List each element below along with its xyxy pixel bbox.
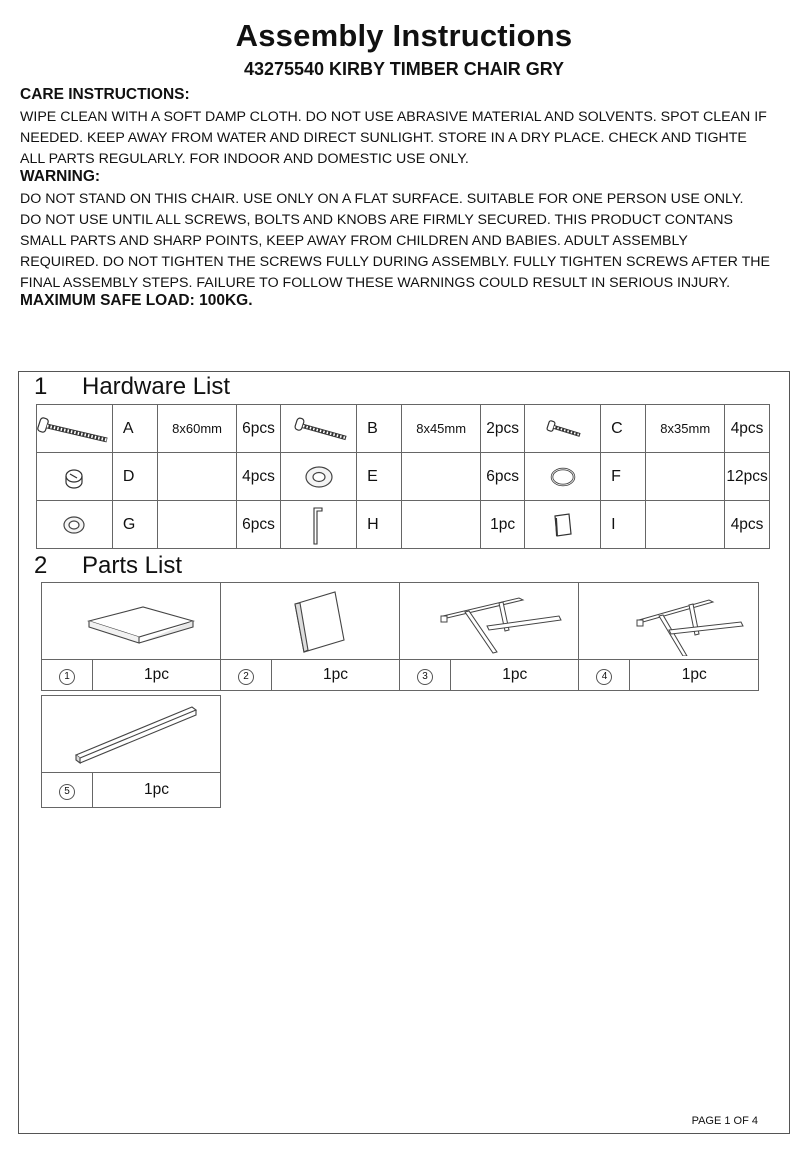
hardware-size xyxy=(646,501,725,549)
hardware-qty: 6pcs xyxy=(236,405,280,453)
hardware-size xyxy=(402,453,481,501)
parts-table xyxy=(41,582,759,691)
part-number: 3 xyxy=(399,660,450,691)
flat-washer-icon xyxy=(281,453,357,501)
warning-heading: WARNING: xyxy=(20,168,101,185)
hardware-size xyxy=(158,501,237,549)
part-number: 1 xyxy=(42,660,93,691)
part-qty: 1pc xyxy=(93,660,221,691)
hardware-letter: C xyxy=(601,405,646,453)
bolt-medium-icon xyxy=(281,405,357,453)
rail-bar-icon xyxy=(42,696,221,773)
hardware-qty: 2pcs xyxy=(481,405,525,453)
hardware-qty: 4pcs xyxy=(236,453,280,501)
hardware-size: 8x45mm xyxy=(402,405,481,453)
part-number: 4 xyxy=(579,660,630,691)
hardware-letter: H xyxy=(357,501,402,549)
table-row xyxy=(42,773,221,808)
table-row xyxy=(37,501,770,549)
hardware-qty: 12pcs xyxy=(725,453,770,501)
backrest-panel-icon xyxy=(220,583,399,660)
hardware-qty: 4pcs xyxy=(725,405,770,453)
table-row xyxy=(42,583,759,660)
care-text: WIPE CLEAN WITH A SOFT DAMP CLOTH. DO NOT USE ABRASIVE MATERIAL AND SOLVENTS. SPOT CLEAN IF NEEDED. KEEP AWAY FROM WATER AND DIRECT SUNLIGHT. STORE IN A DRY PLACE. CHECK AND TIGHTE ALL PARTS REGULARLY. FOR INDOOR AND DOMESTIC USE ONLY. xyxy=(20,109,767,167)
hardware-letter: I xyxy=(601,501,646,549)
hardware-qty: 1pc xyxy=(481,501,525,549)
table-row xyxy=(42,660,759,691)
part-number: 2 xyxy=(220,660,271,691)
hardware-size xyxy=(646,453,725,501)
part-qty: 1pc xyxy=(271,660,399,691)
care-heading: CARE INSTRUCTIONS: xyxy=(20,86,190,103)
product-title: 43275540 KIRBY TIMBER CHAIR GRY xyxy=(243,59,565,79)
allen-key-icon xyxy=(281,501,357,549)
table-row xyxy=(42,696,221,773)
hardware-letter: E xyxy=(357,453,402,501)
hardware-size xyxy=(158,453,237,501)
leg-frame-right-icon xyxy=(579,583,759,660)
parts-table-extra xyxy=(41,695,221,808)
page-number: PAGE 1 OF 4 xyxy=(691,1115,758,1127)
page-title: Assembly Instructions xyxy=(235,18,573,53)
hardware-qty: 6pcs xyxy=(236,501,280,549)
hardware-section-number: 1 xyxy=(34,373,48,400)
barrel-nut-icon xyxy=(37,453,113,501)
part-number: 5 xyxy=(42,773,93,808)
hardware-size: 8x60mm xyxy=(158,405,237,453)
hardware-size xyxy=(402,501,481,549)
parts-section-number: 2 xyxy=(34,552,48,579)
hardware-letter: A xyxy=(112,405,157,453)
bolt-long-icon xyxy=(37,405,113,453)
leg-frame-left-icon xyxy=(399,583,579,660)
part-qty: 1pc xyxy=(450,660,579,691)
hardware-letter: G xyxy=(112,501,157,549)
table-row xyxy=(37,405,770,453)
parts-section-title: Parts List xyxy=(82,552,183,579)
hardware-table xyxy=(36,404,770,549)
part-qty: 1pc xyxy=(630,660,759,691)
table-row xyxy=(37,453,770,501)
hardware-qty: 6pcs xyxy=(481,453,525,501)
hardware-section-title: Hardware List xyxy=(82,373,231,400)
hardware-qty: 4pcs xyxy=(725,501,770,549)
hardware-size: 8x35mm xyxy=(646,405,725,453)
hardware-letter: D xyxy=(112,453,157,501)
bolt-short-icon xyxy=(525,405,601,453)
square-pad-icon xyxy=(525,501,601,549)
round-washer-icon xyxy=(37,501,113,549)
max-load-text: MAXIMUM SAFE LOAD: 100KG. xyxy=(20,292,253,309)
part-qty: 1pc xyxy=(93,773,221,808)
hardware-letter: F xyxy=(601,453,646,501)
hardware-letter: B xyxy=(357,405,402,453)
spring-washer-icon xyxy=(525,453,601,501)
seat-panel-icon xyxy=(42,583,221,660)
warning-text: DO NOT STAND ON THIS CHAIR. USE ONLY ON A FLAT SURFACE. SUITABLE FOR ONE PERSON USE ONLY. DO NOT USE UNTIL ALL SCREWS, BOLTS AND KNOBS ARE FIRMLY SECURED. THIS PRODUCT CONTANS SMALL PARTS AND SHARP POINTS, KEEP AWAY FROM CHILDREN AND BABIES. ADULT ASSEMBLY REQUIRED. DO NOT TIGHTEN THE SCREWS FULLY DURING ASSEMBLY. FULLY TIGHTEN SCREWS AFTER THE FINAL ASSEMBLY STEPS. FAILURE TO FOLLOW THESE WARNINGS COULD RESULT IN SERIOUS INJURY. xyxy=(20,191,770,291)
